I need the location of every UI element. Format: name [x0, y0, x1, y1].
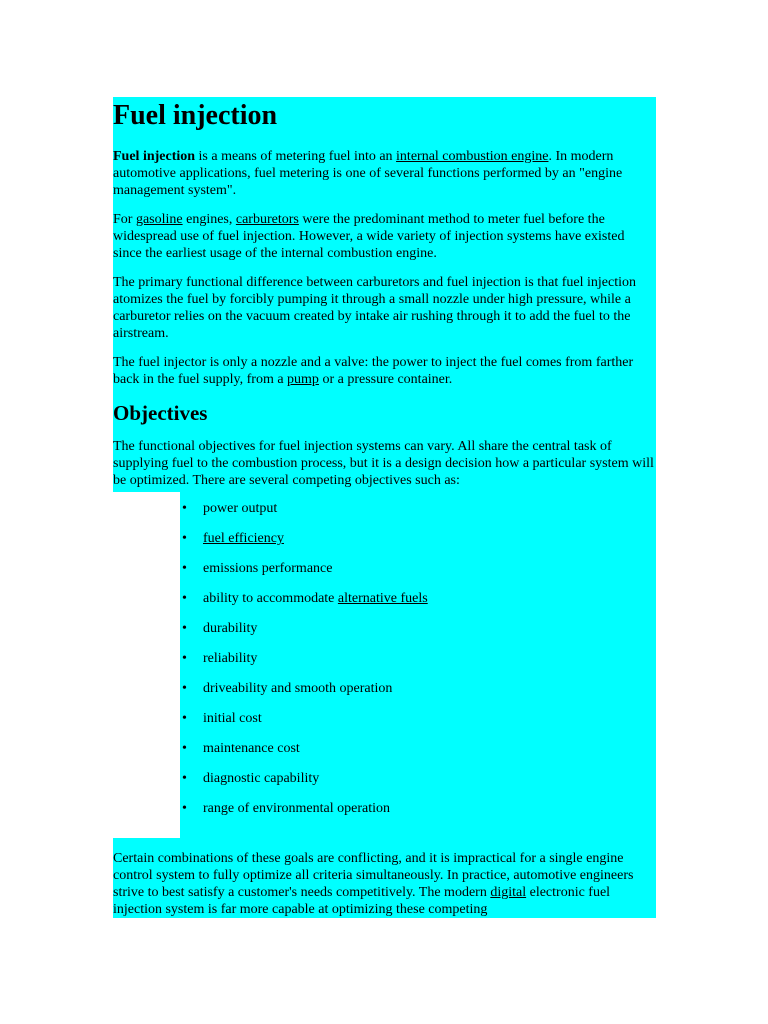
- bullet-icon: •: [182, 561, 187, 576]
- bullet-icon: •: [182, 681, 187, 696]
- list-item-link[interactable]: fuel efficiency: [203, 531, 284, 546]
- list-item: [180, 710, 656, 740]
- gasoline-paragraph: [113, 211, 656, 274]
- list-item-text: power output: [203, 501, 278, 516]
- link-gasoline[interactable]: gasoline: [135, 212, 183, 227]
- para5-text-1: Certain combinations of these goals are conflicting, and it is impractical for a single engine control system to fully optimize all criteria simultaneously. In practice, automotive engineers strive to best satisfy a customer's needs competitively. The modern: [113, 851, 634, 900]
- conflicting-goals-paragraph: [113, 850, 656, 918]
- list-item: [180, 770, 656, 800]
- objectives-list-column: [180, 492, 656, 838]
- list-item: [180, 800, 656, 830]
- objectives-list: [180, 500, 656, 830]
- page-title: Fuel injection: [113, 100, 278, 131]
- bullet-icon: •: [182, 741, 187, 756]
- objectives-intro: The functional objectives for fuel injection systems can vary. All share the central task of supplying fuel to the combustion process, but it is a design decision how a particular system will be optimized. There are several competing objectives such as:: [113, 439, 654, 488]
- list-item: [180, 620, 656, 650]
- difference-paragraph: The primary functional difference between carburetors and fuel injection is that fuel injection atomizes the fuel by forcibly pumping it through a small nozzle under high pressure, while a carburetor relies on the vacuum created by intake air rushing through it to add the fuel to the airstream.: [113, 275, 636, 341]
- list-item: [180, 500, 656, 530]
- list-item-text: maintenance cost: [203, 741, 300, 756]
- objectives-list-section: [113, 492, 656, 838]
- bullet-icon: •: [182, 501, 187, 516]
- bullet-icon: •: [182, 711, 187, 726]
- list-item: [180, 650, 656, 680]
- bullet-icon: •: [182, 621, 187, 636]
- para5-text-2: electronic fuel injection system is far more capable at optimizing these competing: [113, 885, 611, 917]
- list-item: [180, 590, 656, 620]
- intro-bold-term: Fuel injection: [113, 149, 196, 164]
- top-section: [113, 97, 656, 492]
- link-internal-combustion-engine[interactable]: internal combustion engine: [396, 149, 549, 164]
- list-item-text: initial cost: [203, 711, 262, 726]
- bullet-icon: •: [182, 771, 187, 786]
- list-item-text: ability to accommodate: [203, 591, 338, 606]
- objectives-heading: Objectives: [113, 401, 208, 425]
- list-item-text: durability: [203, 621, 258, 636]
- intro-paragraph: [113, 148, 656, 211]
- injector-paragraph: [113, 354, 656, 400]
- list-item-link[interactable]: alternative fuels: [337, 591, 428, 606]
- list-item: [180, 560, 656, 590]
- list-item-text: driveability and smooth operation: [203, 681, 393, 696]
- link-carburetors[interactable]: carburetors: [235, 212, 299, 227]
- bullet-icon: •: [182, 651, 187, 666]
- list-item-text: reliability: [203, 651, 258, 666]
- para2-text-2: engines,: [182, 212, 236, 227]
- list-indent-gap: [113, 492, 180, 838]
- para4-text-2: or a pressure container.: [318, 372, 453, 387]
- list-item: [180, 530, 656, 560]
- link-pump[interactable]: pump: [287, 372, 319, 387]
- bullet-icon: •: [182, 531, 187, 546]
- intro-text-2: . In modern automotive applications, fuel metering is one of several functions performed by an "engine management system".: [113, 149, 623, 198]
- list-item-text: diagnostic capability: [203, 771, 320, 786]
- intro-text-1: is a means of metering fuel into an: [195, 149, 397, 164]
- link-digital[interactable]: digital: [490, 885, 527, 900]
- bullet-icon: •: [182, 801, 187, 816]
- document-content: [113, 97, 656, 918]
- bottom-section: [113, 838, 656, 918]
- para2-text-3: were the predominant method to meter fuel before the widespread use of fuel injection. However, a wide variety of injection systems have existed since the earliest usage of the internal combustion engine.: [113, 212, 625, 261]
- bullet-icon: •: [182, 591, 187, 606]
- list-item-text: emissions performance: [203, 561, 333, 576]
- para2-text-1: For: [113, 212, 136, 227]
- para4-text-1: The fuel injector is only a nozzle and a valve: the power to inject the fuel comes from farther back in the fuel supply, from a: [113, 355, 634, 387]
- list-item: [180, 740, 656, 770]
- list-item-text: range of environmental operation: [203, 801, 390, 816]
- list-item: [180, 680, 656, 710]
